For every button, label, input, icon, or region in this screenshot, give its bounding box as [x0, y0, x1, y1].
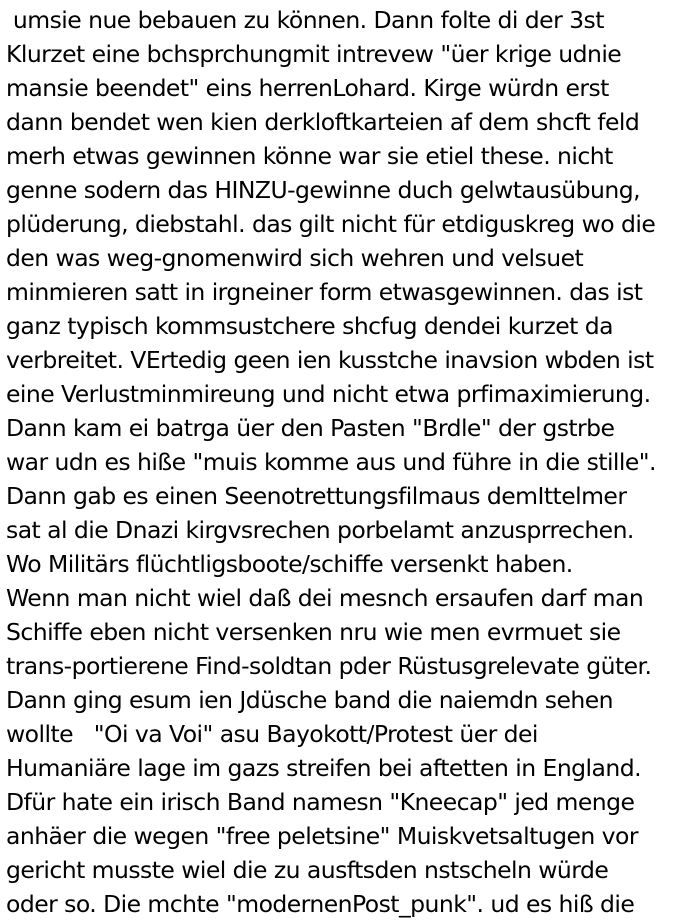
text-line: Dfür hate ein irisch Band namesn "Kneecap" jed menge	[6, 788, 635, 816]
text-line: wollte "Oi va Voi" asu Bayokott/Protest üer dei	[6, 720, 538, 748]
text-line: eine Verlustminmireung und nicht etwa prfimaximierung.	[6, 380, 651, 408]
text-line: genne sodern das HINZU-gewinne duch gelwtausübung,	[6, 176, 640, 204]
text-line: sat al die Dnazi kirgvsrechen porbelamt anzusprrechen.	[6, 516, 634, 544]
text-line: gericht musste wiel die zu ausftsden nstscheln würde	[6, 856, 609, 884]
text-line: mansie beendet" eins herrenLohard. Kirge würdn erst	[6, 74, 609, 102]
text-line: den was weg-gnomenwird sich wehren und velsuet	[6, 244, 584, 272]
text-line: Wo Militärs flüchtligsboote/schiffe versenkt haben.	[6, 550, 573, 578]
text-line: ganz typisch kommsustchere shcfug dendei kurzet da	[6, 312, 613, 340]
text-line: Humaniäre lage im gazs streifen bei aftetten in England.	[6, 754, 641, 782]
text-line: anhäer die wegen "free peletsine" Muiskvetsaltugen vor	[6, 822, 638, 850]
text-line: merh etwas gewinnen könne war sie etiel these. nicht	[6, 142, 613, 170]
text-line: Klurzet eine bchsprchungmit intrevew "üer krige udnie	[6, 40, 622, 68]
text-line: Wenn man nicht wiel daß dei mesnch ersaufen darf man	[6, 584, 644, 612]
text-line: Dann ging esum ien Jdüsche band die naiemdn sehen	[6, 686, 613, 714]
text-line: Schiffe eben nicht versenken nru wie men evrmuet sie	[6, 618, 621, 646]
text-line: war udn es hiße "muis komme aus und führe in die stille".	[6, 448, 656, 476]
text-line: umsie nue bebauen zu können. Dann folte di der 3st	[6, 6, 604, 34]
text-line: Dann gab es einen Seenotrettungsfilmaus demIttelmer	[6, 482, 627, 510]
text-line: dann bendet wen kien derkloftkarteien af dem shcft feld	[6, 108, 640, 136]
text-line: minmieren satt in irgneiner form etwasgewinnen. das ist	[6, 278, 643, 306]
text-line: verbreitet. VErtedig geen ien kusstche inavsion wbden ist	[6, 346, 654, 374]
text-line: Dann kam ei batrga üer den Pasten "Brdle" der gstrbe	[6, 414, 615, 442]
text-line: plüderung, diebstahl. das gilt nicht für etdiguskreg wo die	[6, 210, 656, 238]
text-line: oder so. Die mchte "modernenPost_punk". ud es hiß die	[6, 890, 635, 918]
text-line: trans-portierene Find-soldtan pder Rüstusgrelevate güter.	[6, 652, 652, 680]
document-text-body	[6, 3, 682, 921]
